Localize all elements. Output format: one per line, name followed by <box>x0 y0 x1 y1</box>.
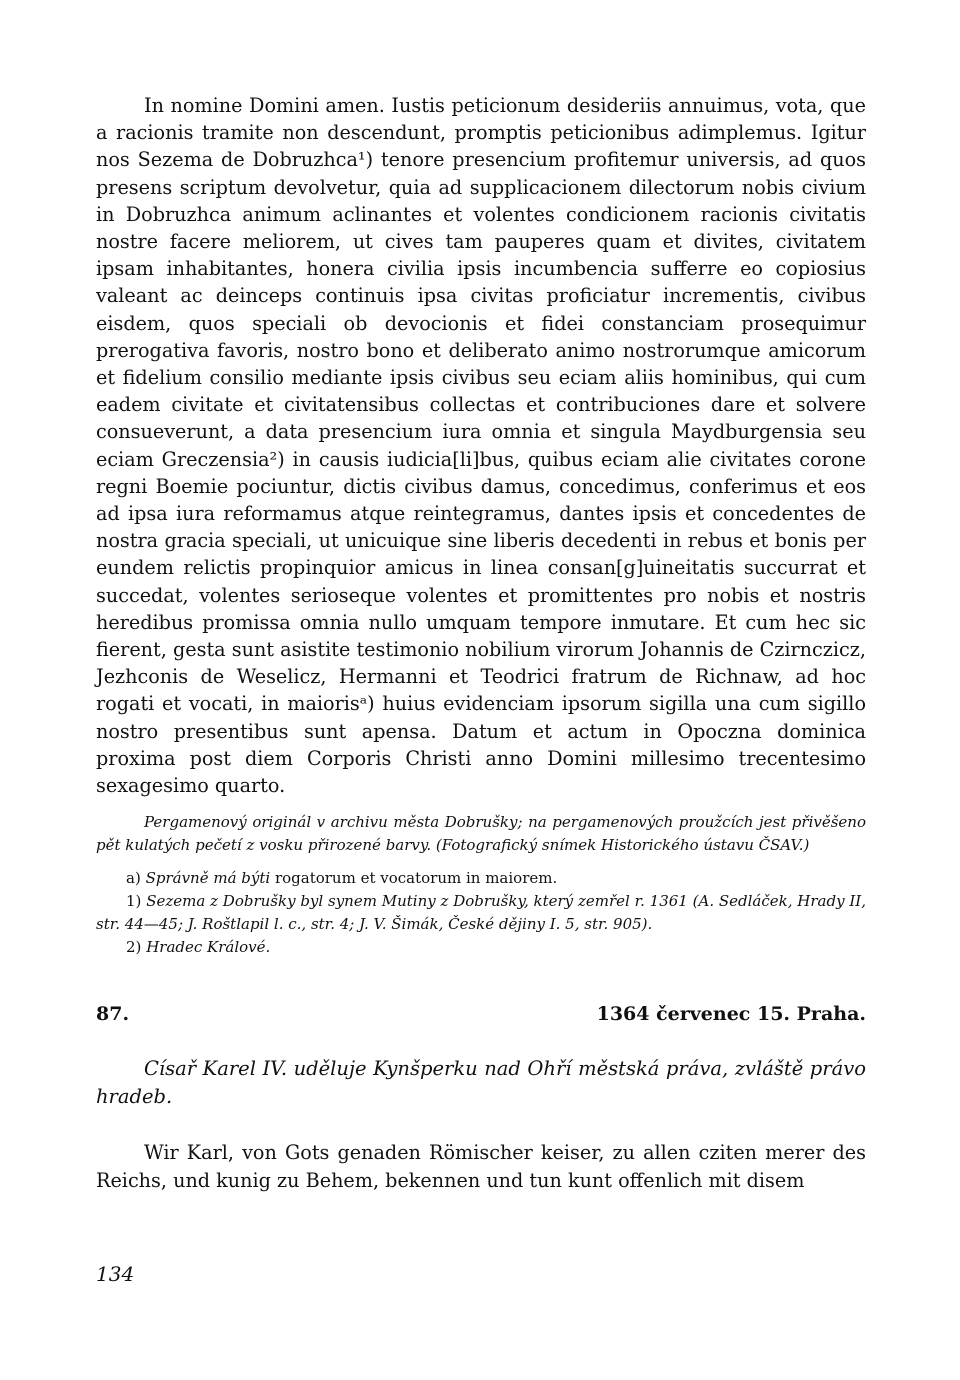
footnotes <box>96 867 866 959</box>
footnote-1 <box>96 890 866 936</box>
regest: Císař Karel IV. uděluje Kynšperku nad Ohří městská práva, zvláště právo hradeb. <box>96 1057 866 1109</box>
charter-text-2 <box>96 1139 866 1194</box>
footnote-italic: Správně má býti <box>145 869 271 888</box>
footnote-italic: Sezema z Dobrušky byl synem Mutiny z Dobrušky, který zemřel r. 1361 (A. Sedláček, Hrady II, str. 44—45; J. Roštlapil l. c., str. 4; J. V. Šimák, České dějiny I. 5, str. 905). <box>96 892 866 934</box>
page-number: 134 <box>96 1262 135 1286</box>
source-note: Pergamenový originál v archivu města Dobrušky; na pergamenových proužcích jest přivěšeno pět kulatých pečetí z vosku přirozené barvy. (Fotografický snímek Historického ústavu ČSAV.) <box>96 813 866 855</box>
footnote-mark: 2) <box>126 938 142 957</box>
charter-paragraph: In nomine Domini amen. Iustis peticionum desideriis annuimus, vota, que a racionis tramite non descendunt, promptis peticionibus adimplemus. Igitur nos Sezema de Dobruzhca¹) tenore presencium profitemur universis, ad quos presens scriptum devolvetur, quia ad supplicacionem dilectorum nobis civium in Dobruzhca animum aclinantes et volentes condicionem racionis civitatis nostre facere meliorem, ut cives tam pauperes quam et divites, civitatem ipsam inhabitantes, honera civilia ipsis incumbencia sufferre eo copiosius valeant ac deinceps continuis ipsa civitas proficiatur incrementis, civibus eisdem, quos speciali ob devocionis et fidei constanciam prosequimur prerogativa favoris, nostro bono et deliberato animo nostrorumque amicorum et fidelium consilio mediante ipsis civibus seu eciam aliis hominibus, qui cum eadem civitate et civitatensibus collectas et contribuciones dare et solvere consueverunt, a data presencium iura omnia et singula Maydburgensia seu eciam Greczensia²) in causis iudicia[li]bus, quibus eciam alie civitates corone regni Boemie pociuntur, dictis civibus damus, concedimus, conferimus et eos ad ipsa iura reformamus atque reintegramus, dantes ipsis et concedentes de nostra gracia speciali, ut unicuique sine liberis decedenti in rebus et bonis per eundem relictis propinquior amicus in linea consan[g]uineitatis succurrat et succedat, volentes serioseque volentes et promittentes pro nobis et nostris heredibus promissa omnia nullo umquam tempore inmutare. Et cum hec sic fierent, gesta sunt asistite testimonio nobilium virorum Johannis de Czirnczicz, Jezhconis de Weselicz, Hermanni et Teodrici fratrum de Richnaw, ad hoc rogati et vocati, in maiorisᵃ) huius evidenciam ipsorum sigilla una cum sigillo nostro presentibus sunt apensa. Datum et actum in Opoczna dominica proxima post diem Corporis Christi anno Domini millesimo trecentesimo sexagesimo quarto. <box>96 94 866 798</box>
document-number: 87. <box>96 1003 130 1026</box>
notes-section <box>96 811 866 959</box>
footnote-text: rogatorum et vocatorum in maiorem. <box>270 869 558 888</box>
document-page <box>96 92 866 1194</box>
footnote-mark: a) <box>126 869 141 888</box>
charter-paragraph-2: Wir Karl, von Gots genaden Römischer keiser, zu allen cziten merer des Reichs, und kunig zu Behem, bekennen und tun kunt offenlich mit disem <box>96 1141 866 1192</box>
footnote-a <box>96 867 866 890</box>
document-date-place: 1364 červenec 15. Praha. <box>596 1003 866 1026</box>
charter-text <box>96 92 866 799</box>
footnote-mark: 1) <box>126 892 142 911</box>
document-header <box>96 1003 866 1025</box>
footnote-2 <box>96 936 866 959</box>
footnote-italic: Hradec Králové. <box>146 938 271 957</box>
